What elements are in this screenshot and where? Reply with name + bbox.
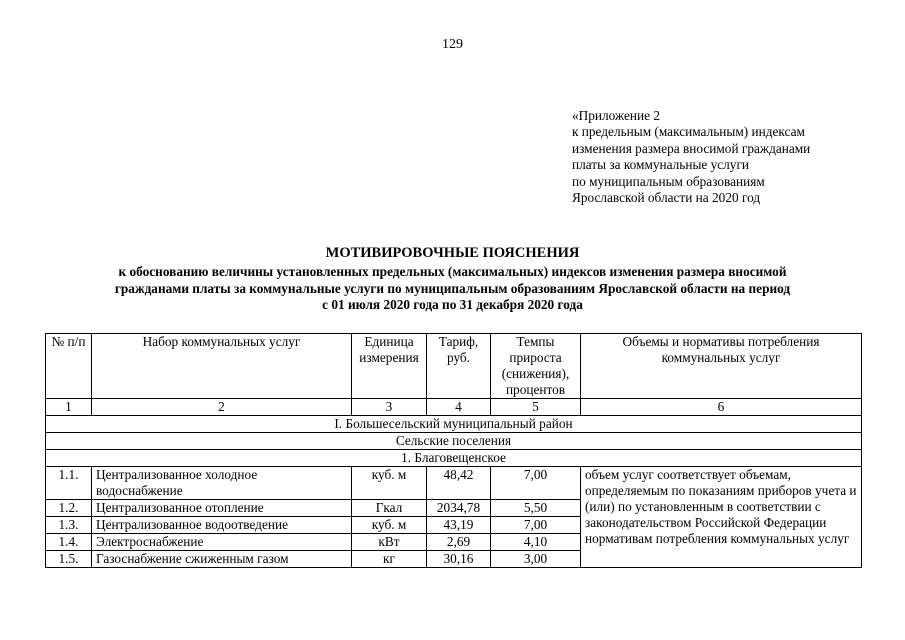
row-unit: кг	[352, 551, 427, 568]
row-growth: 7,00	[491, 467, 581, 500]
table-row	[46, 467, 862, 500]
row-num: 1.2.	[46, 500, 92, 517]
column-number: 1	[46, 399, 92, 416]
settlement-heading: 1. Благовещенское	[46, 450, 862, 467]
appendix-reference	[572, 108, 810, 206]
appendix-line: «Приложение 2	[572, 108, 660, 123]
row-service: Централизованное отопление	[92, 500, 352, 517]
row-service: Централизованное водоотведение	[92, 517, 352, 534]
header-growth: Темпы прироста (снижения), процентов	[491, 334, 581, 399]
row-unit: куб. м	[352, 517, 427, 534]
row-num: 1.4.	[46, 534, 92, 551]
table-header-row	[46, 334, 862, 399]
row-growth: 5,50	[491, 500, 581, 517]
header-volumes: Объемы и нормативы потребления коммунальных услуг	[581, 334, 862, 399]
document-title: МОТИВИРОВОЧНЫЕ ПОЯСНЕНИЯ	[325, 245, 580, 261]
appendix-line: Ярославской области на 2020 год	[572, 190, 761, 206]
row-unit: куб. м	[352, 467, 427, 500]
row-unit: кВт	[352, 534, 427, 551]
row-growth: 7,00	[491, 517, 581, 534]
row-tariff: 48,42	[427, 467, 491, 500]
row-service: Газоснабжение сжиженным газом	[92, 551, 352, 568]
row-growth: 3,00	[491, 551, 581, 568]
settlement-type-row	[46, 433, 862, 450]
appendix-line: платы за коммунальные услуги	[572, 157, 750, 173]
subtitle-line: гражданами платы за коммунальные услуги по муниципальным образованиям Ярославской области на период	[114, 280, 791, 296]
row-service: Централизованное холодное водоснабжение	[92, 467, 352, 500]
header-services: Набор коммунальных услуг	[92, 334, 352, 399]
district-row	[46, 416, 862, 433]
appendix-line: по муниципальным образованиям	[572, 173, 765, 189]
appendix-line: изменения размера вносимой гражданами	[572, 140, 811, 156]
column-number: 2	[92, 399, 352, 416]
row-growth: 4,10	[491, 534, 581, 551]
row-unit: Гкал	[352, 500, 427, 517]
row-num: 1.3.	[46, 517, 92, 534]
document-subtitle	[50, 264, 855, 314]
header-num: № п/п	[46, 334, 92, 399]
column-number-row	[46, 399, 862, 416]
header-unit: Единица измерения	[352, 334, 427, 399]
appendix-line: к предельным (максимальным) индексам	[572, 124, 805, 140]
column-number: 4	[427, 399, 491, 416]
row-tariff: 2,69	[427, 534, 491, 551]
tariff-table	[45, 333, 862, 568]
settlement-row	[46, 450, 862, 467]
row-service: Электроснабжение	[92, 534, 352, 551]
row-num: 1.5.	[46, 551, 92, 568]
row-tariff: 43,19	[427, 517, 491, 534]
row-tariff: 2034,78	[427, 500, 491, 517]
header-tariff: Тариф, руб.	[427, 334, 491, 399]
subtitle-line: с 01 июля 2020 года по 31 декабря 2020 года	[322, 297, 583, 312]
column-number: 6	[581, 399, 862, 416]
volume-note: объем услуг соответствует объемам, определяемым по показаниям приборов учета и (или) по установленным в соответствии с законодательством Российской Федерации нормативам потребления коммунальных услуг	[581, 467, 862, 568]
column-number: 5	[491, 399, 581, 416]
row-num: 1.1.	[46, 467, 92, 500]
page-number: 129	[442, 37, 463, 52]
district-heading: I. Большесельский муниципальный район	[46, 416, 862, 433]
column-number: 3	[352, 399, 427, 416]
settlement-type-heading: Сельские поселения	[46, 433, 862, 450]
subtitle-line: к обоснованию величины установленных предельных (максимальных) индексов изменения размера вносимой	[118, 264, 787, 279]
row-tariff: 30,16	[427, 551, 491, 568]
